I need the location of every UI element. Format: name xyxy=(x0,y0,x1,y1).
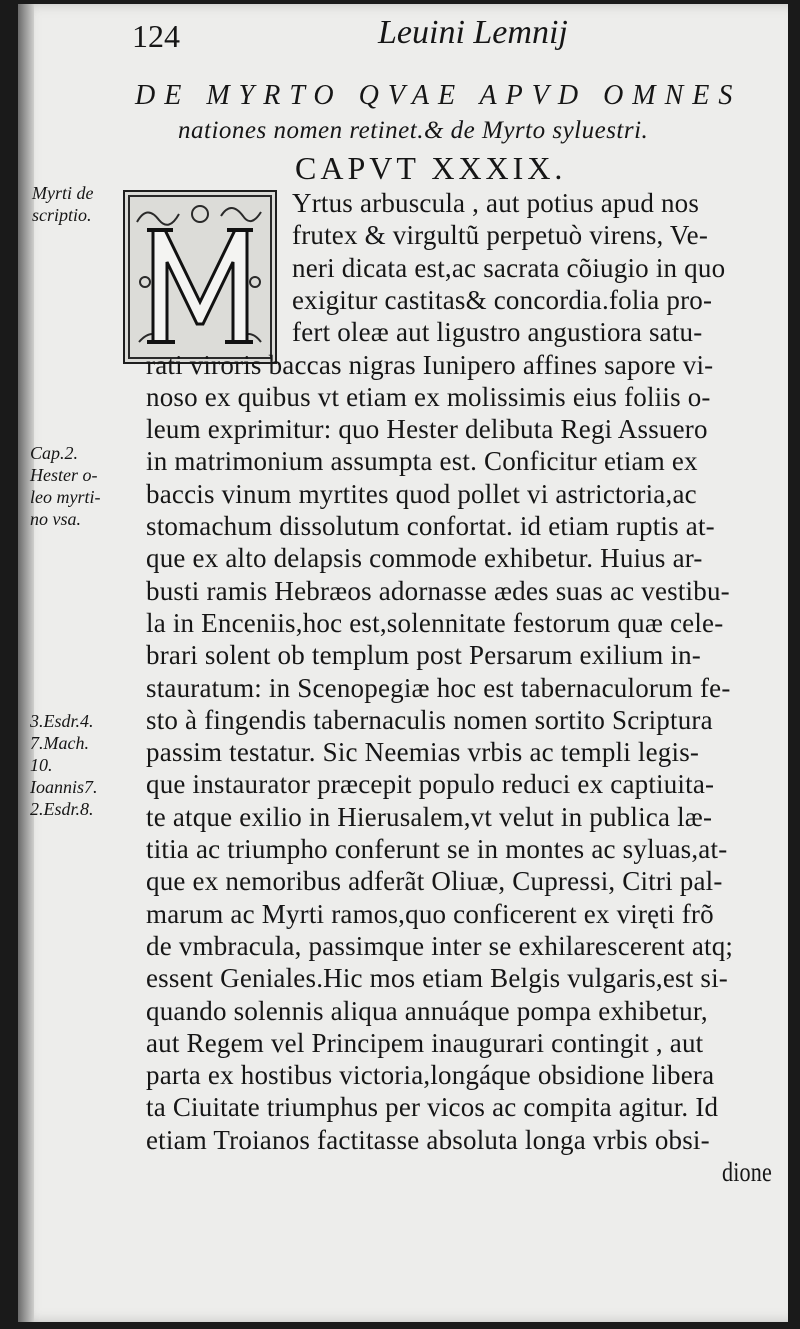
body-text-line: titia ac triumpho conferunt se in montes ac syluas,at- xyxy=(146,834,728,864)
body-text-line: brari solent ob templum post Persarum exilium in- xyxy=(146,640,701,671)
body-text-line: parta ex hostibus victoria,longáque obsidione libera xyxy=(146,1060,715,1091)
body-text-line: busti ramis Hebræos adornasse ædes suas ac vestibu- xyxy=(146,575,730,606)
body-text-line: rati viroris baccas nigras Iunipero affines sapore vi- xyxy=(146,349,714,380)
chapter-number: CAPVT XXXIX. xyxy=(295,150,567,186)
body-text-line: que instaurator præcepit populo reduci ex captiuita- xyxy=(146,769,715,800)
margin-note-hester: Cap.2. Hester o- leo myrti- no vsa. xyxy=(30,443,101,529)
body-text-line: etiam Troianos factitasse absoluta longa vrbis obsi- xyxy=(146,1124,710,1155)
body-text-line: de vmbracula, passimque inter se exhilarescerent atq; xyxy=(146,930,734,961)
body-text-line: stauratum: in Scenopegiæ hoc est tabernaculorum fe- xyxy=(146,672,731,703)
body-text-line: ta Ciuitate triumphus per vicos ac compita agitur. Id xyxy=(146,1092,719,1123)
chapter-title-line-1: DE MYRTO QVAE APVD OMNES xyxy=(135,80,742,111)
body-text-line: passim testatur. Sic Neemias vrbis ac templi legis- xyxy=(146,737,700,768)
body-text-line: essent Geniales.Hic mos etiam Belgis vulgaris,est si- xyxy=(146,963,728,994)
body-text-line: quando solennis aliqua annuáque pompa exhibetur, xyxy=(146,995,708,1026)
body-text-line: aut Regem vel Principem inaugurari contingit , aut xyxy=(146,1027,704,1058)
margin-note-references: 3.Esdr.4. 7.Mach. 10. Ioannis7. 2.Esdr.8. xyxy=(30,711,98,819)
body-text-line: te atque exilio in Hierusalem,vt velut in publica læ- xyxy=(146,801,713,832)
body-text-line: leum exprimitur: quo Hester delibuta Regi Assuero xyxy=(146,414,708,445)
chapter-title-line-2: nationes nomen retinet.& de Myrto syluestri. xyxy=(178,117,649,144)
body-text-line: dione xyxy=(722,1157,772,1187)
ornamental-initial-M-icon xyxy=(123,190,277,364)
body-text-line: sto à fingendis tabernaculis nomen sortito Scriptura xyxy=(146,704,713,735)
body-text-line: fert oleæ aut ligustro angustiora satu- xyxy=(292,317,703,348)
body-text-line: baccis vinum myrtites quod pollet vi astrictoria,ac xyxy=(146,478,697,509)
body-text-line: Yrtus arbuscula , aut potius apud nos xyxy=(292,188,700,218)
body-text-line: exigitur castitas& concordia.folia pro- xyxy=(292,284,713,315)
body-text-line: frutex & virgultũ perpetuò virens, Ve- xyxy=(292,220,709,251)
body-text-line: que ex alto delapsis commode exhibetur. Huius ar- xyxy=(146,543,703,574)
body-text-line: in matrimonium assumpta est. Conficitur etiam ex xyxy=(146,446,698,477)
body-text-line: noso ex quibus vt etiam ex molissimis eius foliis o- xyxy=(146,381,711,412)
body-text-line: la in Enceniis,hoc est,solennitate festorum quæ cele- xyxy=(146,607,724,638)
body-text-line: stomachum dissolutum confortat. id etiam ruptis at- xyxy=(146,511,715,541)
running-head: Leuini Lemnij xyxy=(378,14,568,51)
margin-note-description: Myrti de scriptio. xyxy=(32,183,94,225)
body-text-line: que ex nemoribus adferãt Oliuæ, Cupressi, Citri pal- xyxy=(146,866,723,897)
body-text-line: marum ac Myrti ramos,quo conficerent ex viręti frõ xyxy=(146,898,714,929)
body-text-line: neri dicata est,ac sacrata cõiugio in quo xyxy=(292,252,726,283)
page-number: 124 xyxy=(132,18,180,54)
